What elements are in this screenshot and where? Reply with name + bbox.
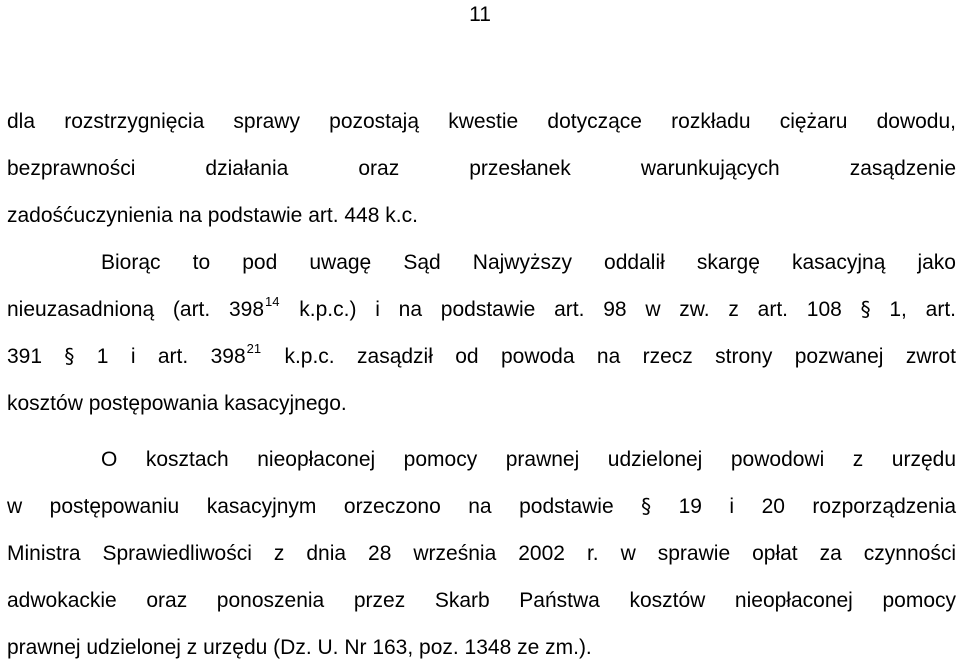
paragraph-1-line-3: zadośćuczynienia na podstawie art. 448 k.c. (7, 204, 418, 227)
superscript-14: 14 (265, 294, 280, 309)
paragraph-1-line-2: bezprawności działania oraz przesłanek warunkujących zasądzenie (7, 157, 956, 180)
paragraph-3-line-2 (7, 483, 956, 530)
paragraph-sign-icon: § (860, 297, 871, 321)
superscript-21: 21 (246, 341, 262, 356)
paragraph-2-line-2-part-a: nieuzasadnioną (art. 398 (7, 298, 265, 321)
paragraph-sign-icon: § (641, 494, 652, 518)
paragraph-1 (7, 98, 956, 239)
paragraph-3-line-2-part-a: w postępowaniu kasacyjnym orzeczono na podstawie (7, 495, 642, 518)
paragraph-3-line-3: Ministra Sprawiedliwości z dnia 28 września 2002 r. w sprawie opłat za czynności (7, 542, 956, 565)
paragraph-2-line-3-part-c: k.p.c. zasądził od powoda na rzecz strony pozwanej zwrot (262, 345, 957, 368)
paragraph-2-line-3-part-a: 391 (7, 345, 65, 368)
paragraph-2-line-1: Biorąc to pod uwagę Sąd Najwyższy oddalił skargę kasacyjną jako (101, 251, 956, 274)
paragraph-3 (7, 436, 956, 671)
paragraph-2 (7, 239, 956, 427)
paragraph-sign-icon: § (64, 344, 75, 368)
page-number: 11 (469, 3, 491, 26)
paragraph-1-line-1: dla rozstrzygnięcia sprawy pozostają kwestie dotyczące rozkładu ciężaru dowodu, (7, 110, 956, 133)
paragraph-3-line-5: prawnej udzielonej z urzędu (Dz. U. Nr 163, poz. 1348 ze zm.). (7, 636, 592, 659)
paragraph-2-line-4: kosztów postępowania kasacyjnego. (7, 392, 347, 415)
paragraph-2-line-3 (7, 333, 956, 380)
paragraph-3-line-4: adwokackie oraz ponoszenia przez Skarb Państwa kosztów nieopłaconej pomocy (7, 589, 956, 612)
paragraph-2-line-2-part-c: 1, art. (870, 298, 956, 321)
paragraph-2-line-2 (7, 286, 956, 333)
paragraph-3-line-2-part-b: 19 i 20 rozporządzenia (651, 495, 956, 518)
paragraph-3-line-1: O kosztach nieopłaconej pomocy prawnej udzielonej powodowi z urzędu (101, 448, 956, 471)
paragraph-2-line-2-part-b: k.p.c.) i na podstawie art. 98 w zw. z art. 108 (280, 298, 861, 321)
paragraph-2-line-3-part-b: 1 i art. 398 (74, 345, 246, 368)
